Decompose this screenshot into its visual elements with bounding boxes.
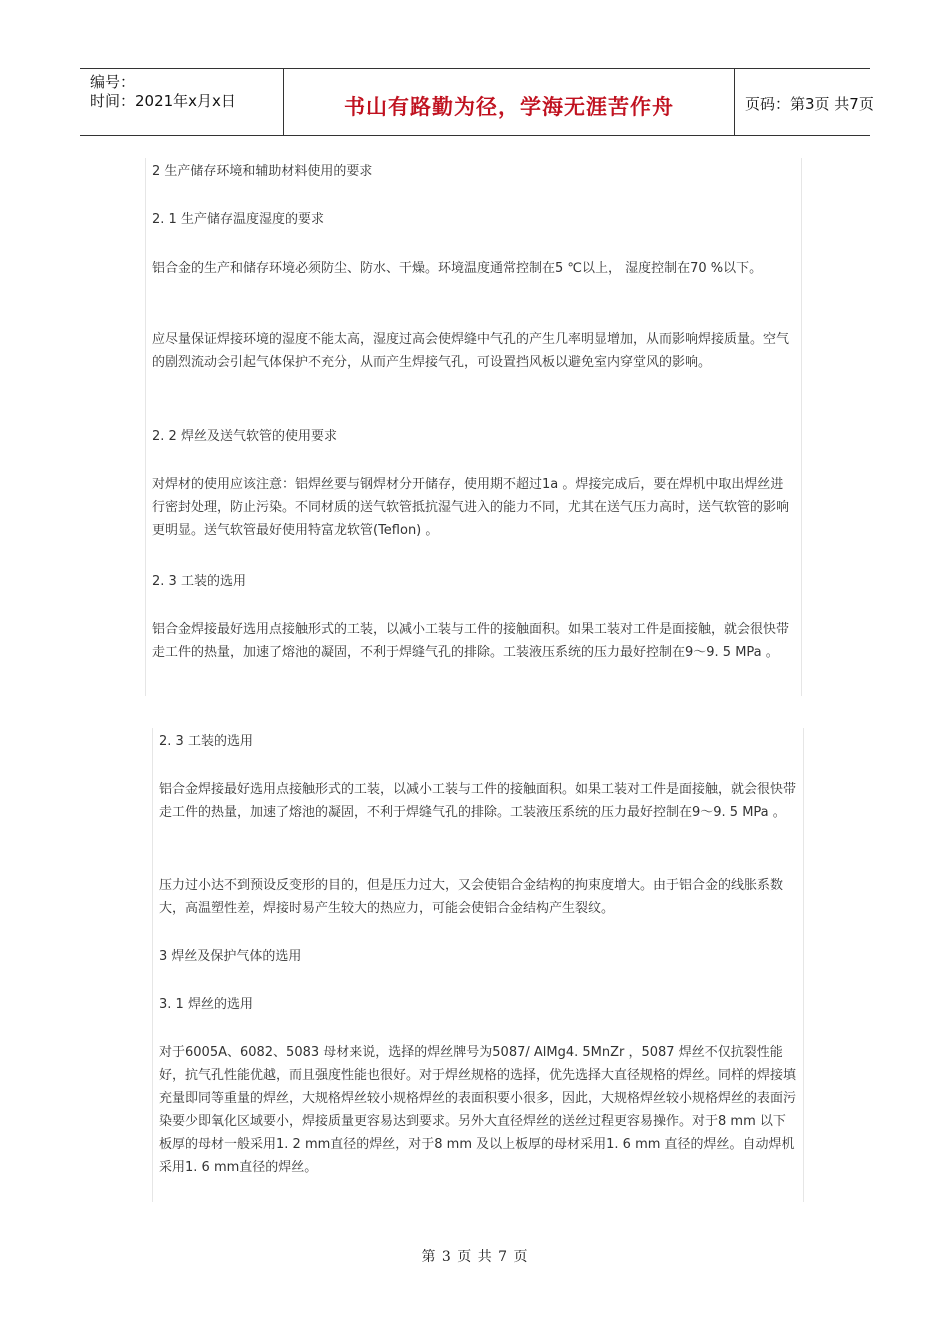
section-heading: 2 生产储存环境和辅助材料使用的要求 [152, 164, 373, 179]
content-block-2 [152, 728, 804, 1202]
paragraph: 对于6005A、6082、5083 母材来说，选择的焊丝牌号为5087/ AlMg4. 5MnZr ，5087 焊丝不仅抗裂性能好，抗气孔性能优越，而且强度性能也很好。对于焊丝规格的选择，优先选择大直径规格的焊丝。同样的焊接填充量即同等重量的焊丝，大规格焊丝较小规格焊丝的表面积要小很多，因此，大规格焊丝较小规格焊丝的表面污染要少即氧化区域要小，焊接质量更容易达到要求。另外大直径焊丝的送丝过程更容易操作。对于8 mm 以下板厚的母材一般采用1. 2 mm直径的焊丝，对于8 mm 及以上板厚的母材采用1. 6 mm 直径的焊丝。自动焊机采用1. 6 mm直径的焊丝。 [159, 1045, 797, 1175]
subsection-heading: 2. 3 工装的选用 [159, 734, 253, 749]
header-info-cell [80, 69, 283, 135]
subsection-heading: 2. 2 焊丝及送气软管的使用要求 [152, 429, 337, 444]
subsection-heading: 2. 1 生产储存温度湿度的要求 [152, 212, 324, 227]
page-footer: 第 3 页 共 7 页 [421, 1249, 529, 1265]
content-block-1 [145, 158, 802, 696]
header-page-cell [735, 69, 874, 135]
motto-text: 书山有路勤为径，学海无涯苦作舟 [344, 95, 674, 119]
header-motto-cell [283, 69, 735, 135]
section-heading: 3 焊丝及保护气体的选用 [159, 949, 302, 964]
paragraph: 铝合金的生产和储存环境必须防尘、防水、干燥。环境温度通常控制在5 ℃以上， 湿度控制在70 %以下。 [152, 261, 763, 276]
paragraph: 对焊材的使用应该注意：铝焊丝要与钢焊材分开储存，使用期不超过1a 。焊接完成后，要在焊机中取出焊丝进行密封处理，防止污染。不同材质的送气软管抵抗湿气进入的能力不同，尤其在送气压力高时，送气软管的影响更明显。送气软管最好使用特富龙软管(Teflon) 。 [152, 477, 790, 538]
page-code: 页码：第3页 共7页 [745, 95, 874, 113]
document-date-label: 时间：2021年x月x日 [90, 92, 236, 110]
subsection-heading: 2. 3 工装的选用 [152, 574, 246, 589]
subsection-heading: 3. 1 焊丝的选用 [159, 997, 253, 1012]
paragraph: 压力过小达不到预设反变形的目的，但是压力过大，又会使铝合金结构的拘束度增大。由于铝合金的线胀系数大，高温塑性差，焊接时易产生较大的热应力，可能会使铝合金结构产生裂纹。 [159, 878, 784, 916]
page-header [80, 68, 874, 136]
paragraph: 铝合金焊接最好选用点接触形式的工装，以减小工装与工件的接触面积。如果工装对工件是面接触，就会很快带走工件的热量，加速了熔池的凝固，不利于焊缝气孔的排除。工装液压系统的压力最好控制在9～9. 5 MPa 。 [159, 782, 797, 820]
paragraph: 应尽量保证焊接环境的湿度不能太高，湿度过高会使焊缝中气孔的产生几率明显增加，从而影响焊接质量。空气的剧烈流动会引起气体保护不充分，从而产生焊接气孔，可设置挡风板以避免室内穿堂风的影响。 [152, 332, 790, 370]
paragraph: 铝合金焊接最好选用点接触形式的工装，以减小工装与工件的接触面积。如果工装对工件是面接触，就会很快带走工件的热量，加速了熔池的凝固，不利于焊缝气孔的排除。工装液压系统的压力最好控制在9～9. 5 MPa 。 [152, 622, 790, 660]
document-number-label: 编号： [90, 73, 136, 91]
